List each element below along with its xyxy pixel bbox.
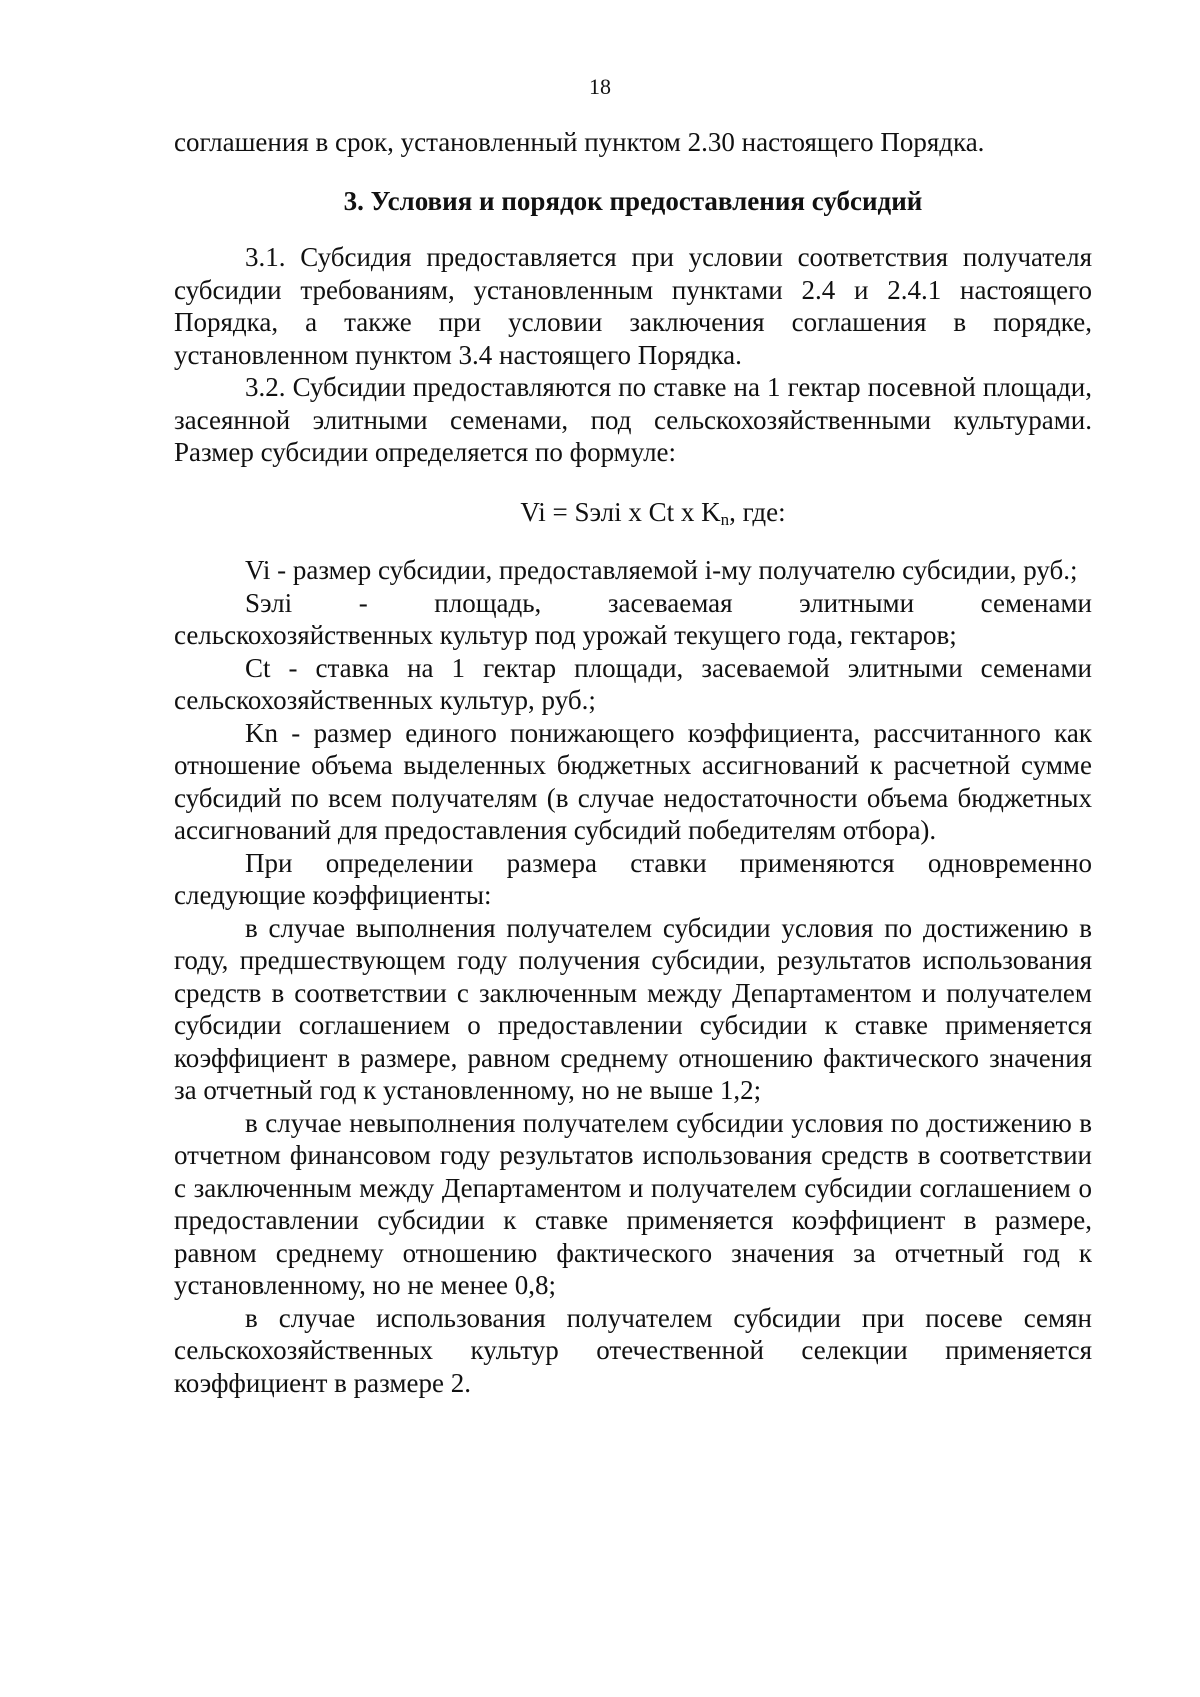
coefficient-1: в случае выполнения получателем субсидии условия по достижению в году, предшествующем году получения субсидии, результатов использования средств в соответствии с заключенным между Департаментом и получателем субсидии соглашением о предоставлении субсидии к ставке применяется коэффициент в размере, равном среднему отношению фактического значения за отчетный год к установленному, но не выше 1,2; bbox=[174, 912, 1092, 1105]
paragraph-3-2: 3.2. Субсидии предоставляются по ставке на 1 гектар посевной площади, засеянной элитными семенами, под сельскохозяйственными культурами. Размер субсидии определяется по формуле: bbox=[174, 372, 1092, 467]
definition-kn: Kn - размер единого понижающего коэффициента, рассчитанного как отношение объема выделенных бюджетных ассигнований к расчетной сумме субсидий по всем получателям (в случае недостаточности объема бюджетных ассигнований для предоставления субсидий победителям отбора). bbox=[174, 717, 1092, 845]
formula-main: Vi = Sэлі x Ct x K bbox=[520, 496, 721, 527]
coefficients-intro: При определении размера ставки применяются одновременно следующие коэффициенты: bbox=[174, 847, 1092, 910]
formula-tail: , где: bbox=[729, 496, 786, 527]
definition-ct: Ct - ставка на 1 гектар площади, засеваемой элитными семенами сельскохозяйственных культур, руб.; bbox=[174, 652, 1092, 715]
coefficient-3: в случае использования получателем субсидии при посеве семян сельскохозяйственных культур отечественной селекции применяется коэффициент в размере 2. bbox=[174, 1302, 1092, 1398]
section-heading: 3. Условия и порядок предоставления субсидий bbox=[343, 185, 923, 216]
definition-seli-tail: сельскохозяйственных культур под урожай текущего года, гектаров; bbox=[174, 620, 957, 650]
formula bbox=[174, 496, 1092, 529]
definition-seli-head: Sэлі - площадь, засеваемая элитными семенами bbox=[245, 587, 1092, 618]
page-number: 18 bbox=[589, 74, 611, 99]
intro-line: соглашения в срок, установленный пунктом 2.30 настоящего Порядка. bbox=[174, 127, 985, 157]
formula-subscript: n bbox=[720, 509, 730, 529]
definition-vi: Vi - размер субсидии, предоставляемой i-му получателю субсидии, руб.; bbox=[245, 555, 1078, 585]
document-body bbox=[174, 126, 1092, 1399]
paragraph-3-1: 3.1. Субсидия предоставляется при условии соответствия получателя субсидии требованиям, установленным пунктами 2.4 и 2.4.1 настоящего Порядка, а также при условии заключения соглашения в порядке, установленном пунктом 3.4 настоящего Порядка. bbox=[174, 242, 1092, 370]
coefficient-2: в случае невыполнения получателем субсидии условия по достижению в отчетном финансовом году результатов использования средств в соответствии с заключенным между Департаментом и получателем субсидии соглашением о предоставлении субсидии к ставке применяется коэффициент в размере, равном среднему отношению фактического значения за отчетный год к установленному, но не менее 0,8; bbox=[174, 1107, 1092, 1300]
